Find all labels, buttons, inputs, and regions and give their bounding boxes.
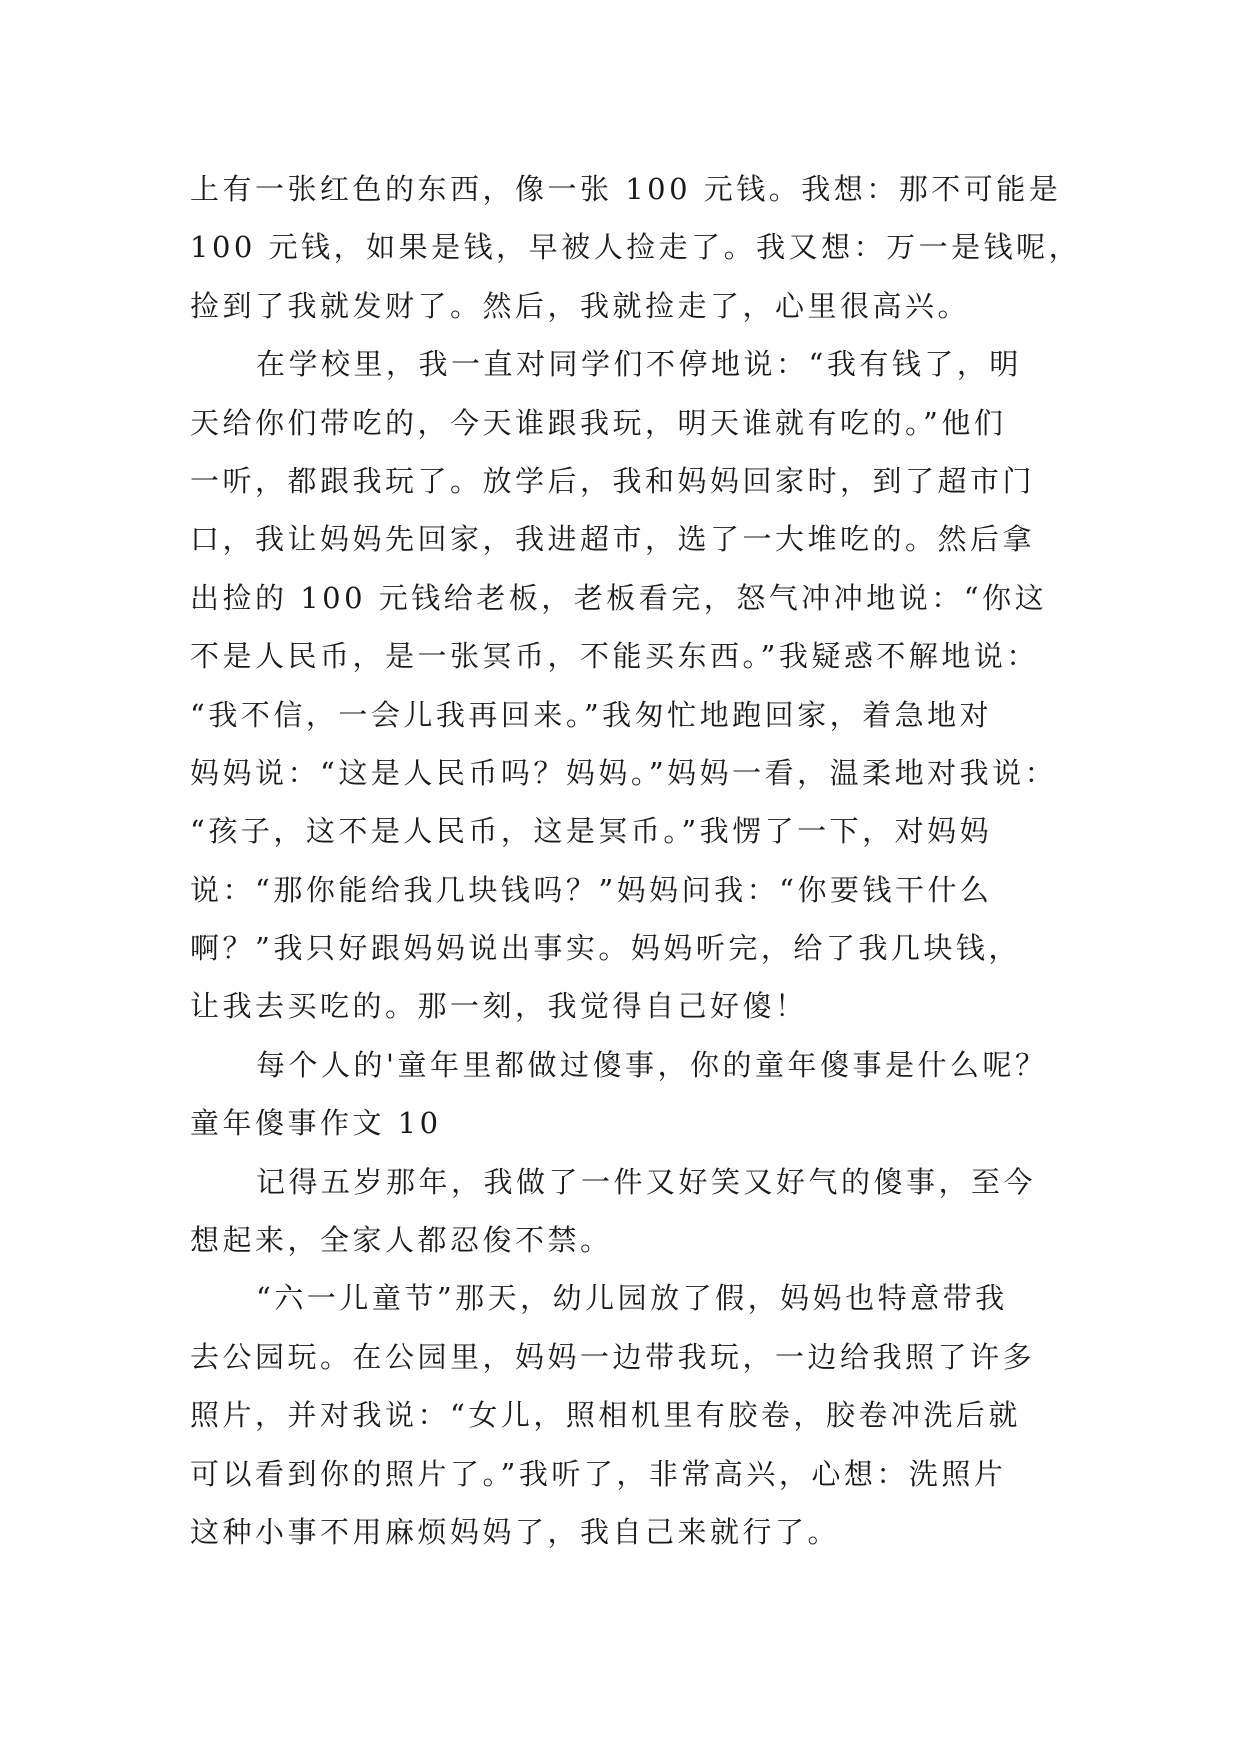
text-line: 让我去买吃的。那一刻，我觉得自己好傻！: [190, 989, 808, 1024]
text-line: 可以看到你的照片了。”我听了，非常高兴，心想：洗照片: [190, 1456, 1007, 1491]
text-line: 100 元钱，如果是钱，早被人捡走了。我又想：万一是钱呢，: [190, 230, 1082, 265]
text-line: 捡到了我就发财了。然后，我就捡走了，心里很高兴。: [190, 288, 971, 323]
text-line: 不是人民币，是一张冥币，不能买东西。”我疑惑不解地说：: [190, 639, 1039, 674]
text-line: 一听，都跟我玩了。放学后，我和妈妈回家时，到了超市门: [190, 463, 1036, 498]
text-line: 天给你们带吃的，今天谁跟我玩，明天谁就有吃的。”他们: [190, 405, 1007, 440]
essay-text: [190, 160, 1090, 1561]
text-line: 啊？”我只好跟妈妈说出事实。妈妈听完，给了我几块钱，: [190, 931, 1021, 966]
text-line: “我不信，一会儿我再回来。”我匆忙地跑回家，着急地对: [190, 697, 993, 732]
text-line: 想起来，全家人都忍俊不禁。: [190, 1223, 613, 1258]
text-line: 妈妈说：“这是人民币吗？妈妈。”妈妈一看，温柔地对我说：: [190, 755, 1058, 790]
text-line: “孩子，这不是人民币，这是冥币。”我愣了一下，对妈妈: [190, 814, 993, 849]
text-line: 这种小事不用麻烦妈妈了，我自己来就行了。: [190, 1514, 841, 1549]
text-line: 出捡的 100 元钱给老板，老板看完，怒气冲冲地说：“你这: [190, 580, 1048, 615]
text-line: 照片，并对我说：“女儿，照相机里有胶卷，胶卷冲洗后就: [190, 1398, 1021, 1433]
text-line: 上有一张红色的东西，像一张 100 元钱。我想：那不可能是: [190, 172, 1062, 206]
text-line: 说：“那你能给我几块钱吗？”妈妈问我：“你要钱干什么: [190, 872, 993, 907]
paragraph-start-line: 每个人的'童年里都做过傻事，你的童年傻事是什么呢？: [256, 1047, 1048, 1082]
text-line: 去公园玩。在公园里，妈妈一边带我玩，一边给我照了许多: [190, 1339, 1036, 1374]
text-line: 口，我让妈妈先回家，我进超市，选了一大堆吃的。然后拿: [190, 522, 1036, 557]
section-heading: 童年傻事作文 10: [190, 1106, 442, 1141]
paragraph-start-line: 记得五岁那年，我做了一件又好笑又好气的傻事，至今: [256, 1164, 1037, 1199]
paragraph-start-line: “六一儿童节”那天，幼儿园放了假，妈妈也特意带我: [256, 1281, 1008, 1316]
paragraph-start-line: 在学校里，我一直对同学们不停地说：“我有钱了，明: [256, 347, 1022, 382]
